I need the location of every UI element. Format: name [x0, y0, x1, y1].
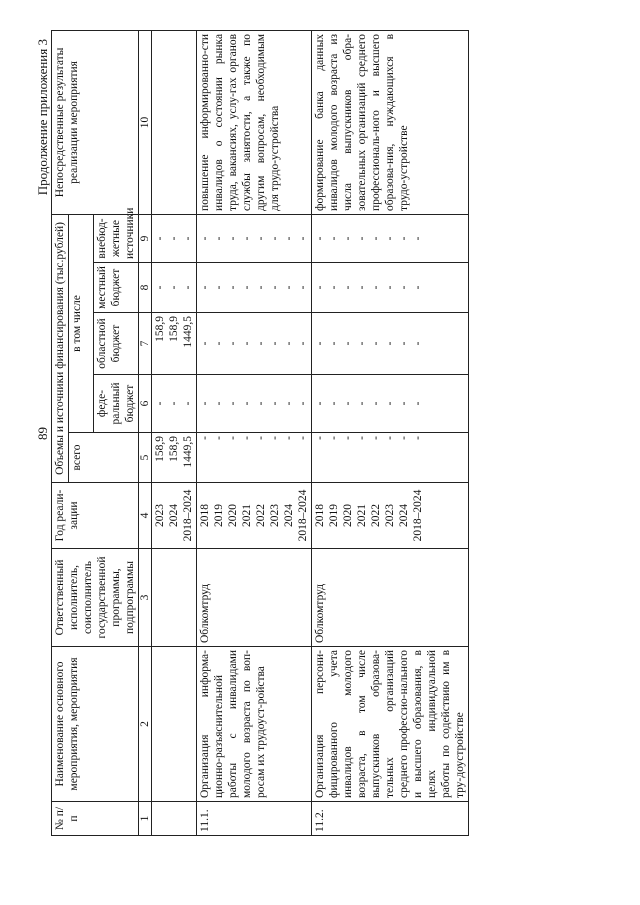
total-cell: - - - - - - - - [197, 433, 312, 483]
header-num: № п/п [52, 802, 139, 836]
regional-cell: - - - - - - - - [197, 313, 312, 375]
total-cell: - - - - - - - - [312, 433, 469, 483]
header-local: местный бюджет [94, 263, 139, 313]
header-year: Год реали-зации [52, 483, 139, 549]
header-name: Наименование основного мероприятия, мероприятия [52, 647, 139, 802]
extra-cell: - - - - - - - - [197, 214, 312, 262]
header-regional: областной бюджет [94, 313, 139, 375]
measure-name: Организация персони-фицированного учета инвалидов молодого возраста, в том числе выпускников образова-тельных организаций среднего профессио-нального и высшего образования, в целях индивидуальной работы по содействию им в тру-доустройстве [312, 647, 469, 802]
program-table [51, 30, 469, 836]
federal-cell: - - - - - - - - [312, 375, 469, 433]
regional-cell: - - - - - - - - [312, 313, 469, 375]
row-number: 11.2. [312, 802, 469, 836]
col-number: 6 [139, 375, 152, 433]
regional-cell: 158,9 158,9 1449,5 [152, 313, 197, 375]
result-text: повышение информированно-сти инвалидов о состоянии рынка труда, вакансиях, услу-гах органов службы занятости, а также по другим вопросам, необходимым для трудо-устройства [197, 30, 312, 214]
header-including: в том числе [69, 214, 94, 432]
table-row [197, 30, 312, 835]
local-cell: - - - - - - - - [197, 263, 312, 313]
header-total: всего [69, 433, 139, 483]
years-cell: 2018 2019 2020 2021 2022 2023 2024 2018–2024 [197, 483, 312, 549]
table-row [312, 30, 469, 835]
years-cell: 2023 2024 2018–2024 [152, 483, 197, 549]
rotated-page [35, 31, 601, 836]
col-number: 8 [139, 263, 152, 313]
header-executor: Ответственный исполнитель, соисполнитель государственной программы, подпрограммы [52, 549, 139, 647]
local-cell: - - - - - - - - [312, 263, 469, 313]
federal-cell: - - - - - - - - [197, 375, 312, 433]
page-number: 89 [35, 427, 50, 440]
col-number: 7 [139, 313, 152, 375]
column-numbers-row [139, 30, 152, 835]
header-extra: внебюд-жетные источники [94, 214, 139, 262]
col-number: 2 [139, 647, 152, 802]
header-federal: феде-ральный бюджет [94, 375, 139, 433]
col-number: 5 [139, 433, 152, 483]
col-number: 1 [139, 802, 152, 836]
header-results: Непосредственные результаты реализации мероприятия [52, 30, 139, 214]
local-cell: - - - [152, 263, 197, 313]
continuation-note: Продолжение приложения 3 [35, 39, 50, 196]
header-financing: Объемы и источники финансирования (тыс.рублей) [52, 214, 69, 482]
col-number: 4 [139, 483, 152, 549]
federal-cell: - - - [152, 375, 197, 433]
col-number: 10 [139, 30, 152, 214]
measure-name: Организация информа-ционно-разъяснительной работы с инвалидами молодого возраста по воп-росам их трудоуст-ройства [197, 647, 312, 802]
col-number: 9 [139, 214, 152, 262]
table-row-continuation [152, 30, 197, 835]
col-number: 3 [139, 549, 152, 647]
years-cell: 2018 2019 2020 2021 2022 2023 2024 2018–2024 [312, 483, 469, 549]
total-cell: 158,9 158,9 1449,5 [152, 433, 197, 483]
extra-cell: - - - [152, 214, 197, 262]
result-text: формирование банка данных инвалидов молодого возраста из числа выпускников обра-зовательных организаций среднего профессиональ-ного и высшего образова-ния, нуждающихся в трудо-устройстве [312, 30, 469, 214]
row-number: 11.1. [197, 802, 312, 836]
extra-cell: - - - - - - - - [312, 214, 469, 262]
executor: Облкомтруд [312, 549, 469, 647]
executor: Облкомтруд [197, 549, 312, 647]
